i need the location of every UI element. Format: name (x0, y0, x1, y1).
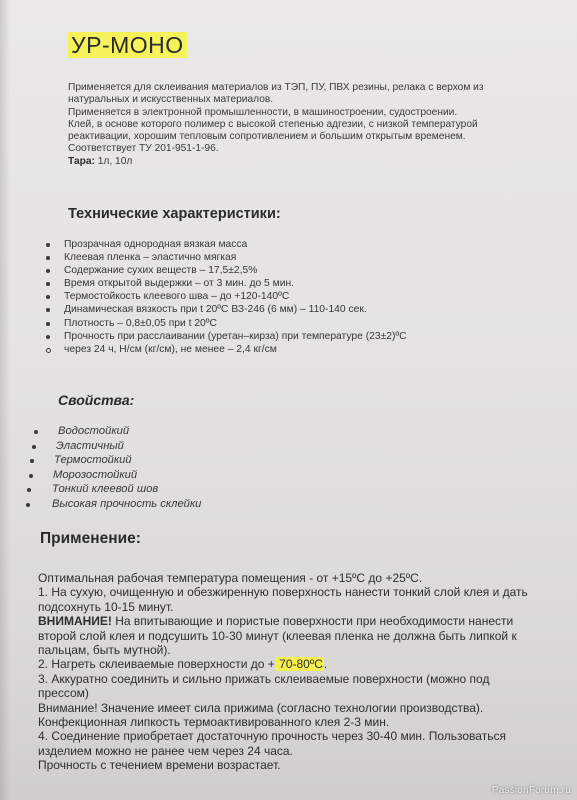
bullet-icon (34, 430, 38, 434)
watermark: PassionForum.ru (491, 785, 571, 796)
property-text: Водостойкий (58, 425, 130, 437)
list-item (46, 290, 526, 303)
intro-line: Клей, в основе которого полимер с высокой степенью адгезии, с низкой температурой (68, 118, 478, 130)
tech-list (46, 238, 526, 356)
bullet-icon (46, 335, 50, 339)
list-item (24, 439, 201, 454)
intro-line: реактивации, хорошим тепловым сопротивлением и большим открытым временем. (68, 131, 466, 143)
list-item (46, 251, 526, 264)
apply-line: 4. Соединение приобретает достаточную прочность через 30-40 мин. Пользоваться (38, 729, 506, 744)
bullet-icon (46, 269, 50, 273)
bullet-icon (46, 295, 50, 299)
apply-line: прессом) (38, 686, 89, 701)
list-item (24, 468, 201, 483)
tech-heading: Технические характеристики: (68, 206, 281, 222)
title-highlight: УР-МОНО (68, 32, 187, 58)
list-item (46, 343, 526, 356)
bullet-icon (46, 322, 50, 326)
bullet-icon (27, 488, 31, 492)
tara-label: Тара: (68, 155, 95, 167)
tech-item-text: через 24 ч, Н/см (кг/см), не менее – 2,4 кг/см (64, 343, 277, 355)
bullet-icon (32, 445, 36, 449)
tech-item-text: Прозрачная однородная вязкая масса (64, 239, 248, 250)
property-text: Эластичный (56, 439, 124, 452)
temperature-highlight: 70-80ºС (275, 657, 323, 672)
property-text: Тонкий клеевой шов (52, 483, 159, 495)
list-item (46, 264, 526, 277)
apply-line: изделием можно не ранее чем через 24 часа. (38, 743, 293, 758)
tara-value: 1л, 10л (94, 155, 133, 167)
intro-line: Применяется в электронной промышленности, в машиностроении, судостроении. (68, 106, 458, 118)
apply-line: второй слой клея и подсушить 10-30 минут (клеевая пленка не должна быть липкой к (38, 628, 517, 643)
properties-list (24, 424, 201, 511)
list-item (46, 277, 526, 290)
application-body (38, 571, 558, 773)
list-item (46, 303, 526, 316)
property-text: Высокая прочность склейки (52, 497, 202, 510)
document-title (68, 32, 187, 59)
ring-bullet-icon (46, 348, 51, 353)
property-text: Морозостойкий (53, 468, 138, 481)
intro-line: Применяется для склеивания материалов из ТЭП, ПУ, ПВХ резины, релака с верхом из (68, 82, 484, 93)
apply-line: подсохнуть 10-15 минут. (38, 599, 174, 614)
apply-line-text: На впитывающие и пористые поверхности при необходимости нанести (111, 614, 514, 629)
intro-paragraph (68, 82, 538, 168)
apply-line-text: . (323, 657, 328, 672)
bullet-icon (29, 474, 33, 478)
tara-line (68, 156, 538, 168)
apply-line: Оптимальная рабочая температура помещения - от +15ºС до +25ºС. (38, 571, 423, 585)
apply-line (38, 657, 558, 671)
apply-line: 1. На сухую, очищенную и обезжиренную поверхность нанести тонкий слой клея и дать (38, 585, 528, 600)
warning-label: ВНИМАНИЕ! (38, 614, 112, 629)
list-item (46, 330, 526, 343)
apply-line: 3. Аккуратно соединить и сильно прижать склеиваемые поверхности (можно под (38, 671, 490, 686)
intro-line: натуральных и искусственных материалов. (68, 94, 274, 106)
apply-line: пальцам, быть мутной). (38, 643, 171, 658)
bullet-icon (26, 503, 30, 507)
tech-item-text: Плотность – 0,8±0,05 при t 20ºС (64, 317, 217, 329)
properties-heading: Свойства: (58, 392, 135, 408)
apply-line: Конфекционная липкость термоактивированного клея 2-3 мин. (38, 715, 390, 730)
bullet-icon (46, 308, 50, 312)
intro-line: Соответствует ТУ 201-951-1-96. (68, 143, 219, 155)
tech-item-text: Время открытой выдержки – от 3 мин. до 5 мин. (64, 278, 295, 290)
list-item (24, 453, 201, 468)
bullet-icon (30, 459, 34, 463)
bullet-icon (46, 256, 50, 260)
list-item (24, 497, 201, 512)
tech-item-text: Термостойкость клеевого шва – до +120-140ºС (64, 291, 290, 303)
tech-item-text: Клеевая пленка – эластично мягкая (64, 252, 237, 264)
list-item (46, 317, 526, 330)
list-item (46, 238, 526, 251)
tech-item-text: Прочность при расслаивании (уретан–кирза) при температуре (23±2)ºС (64, 330, 407, 342)
apply-line (38, 614, 558, 628)
property-text: Термостойкий (54, 454, 132, 466)
apply-line-text: 2. Нагреть склеиваемые поверхности до + (38, 657, 275, 672)
page-edge-shadow (0, 0, 10, 800)
list-item (24, 482, 201, 497)
bullet-icon (46, 282, 50, 286)
apply-line: Прочность с течением времени возрастает. (38, 758, 281, 773)
application-heading: Применение: (40, 530, 141, 547)
list-item (24, 424, 201, 439)
bullet-icon (46, 243, 50, 247)
tech-item-text: Динамическая вязкость при t 20ºС ВЗ-246 (6 мм) – 110-140 сек. (64, 304, 367, 316)
tech-item-text: Содержание сухих веществ – 17,5±2,5% (64, 265, 258, 277)
apply-line: Внимание! Значение имеет сила прижима (согласно технологии производства). (38, 700, 484, 715)
